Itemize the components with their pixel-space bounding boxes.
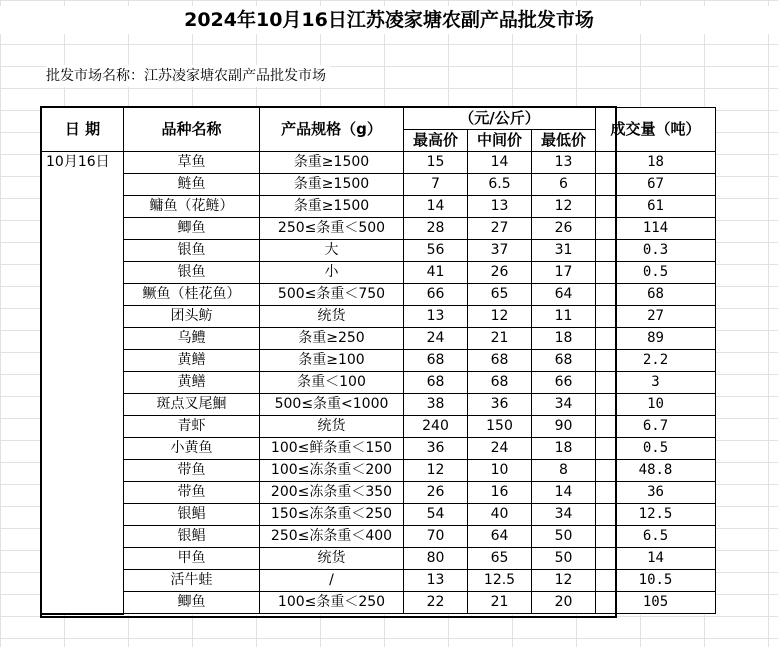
cell-low: 20	[532, 592, 596, 614]
cell-mid: 26	[468, 262, 532, 284]
market-name-label: 批发市场名称：江苏凌家塘农副产品批发市场	[46, 65, 330, 87]
cell-mid: 14	[468, 152, 532, 174]
table-row	[42, 460, 716, 482]
cell-low: 17	[532, 262, 596, 284]
cell-mid: 6.5	[468, 174, 532, 196]
cell-volume: 68	[596, 284, 716, 306]
table-row	[42, 570, 716, 592]
cell-spec: 条重≥1500	[260, 152, 404, 174]
cell-low: 50	[532, 548, 596, 570]
header-spec: 产品规格（g）	[260, 108, 404, 152]
cell-variety: 草鱼	[124, 152, 260, 174]
cell-high: 14	[404, 196, 468, 218]
cell-low: 11	[532, 306, 596, 328]
cell-date	[42, 328, 124, 350]
cell-date	[42, 438, 124, 460]
header-low-price: 最低价	[532, 130, 596, 152]
cell-low: 13	[532, 152, 596, 174]
cell-spec: 条重＜100	[260, 372, 404, 394]
cell-high: 13	[404, 306, 468, 328]
cell-variety: 乌鳢	[124, 328, 260, 350]
cell-variety: 斑点叉尾鮰	[124, 394, 260, 416]
table-row	[42, 416, 716, 438]
cell-mid: 68	[468, 372, 532, 394]
cell-low: 14	[532, 482, 596, 504]
table-row	[42, 592, 716, 614]
cell-variety: 鲫鱼	[124, 592, 260, 614]
cell-variety: 银鱼	[124, 262, 260, 284]
price-table	[41, 107, 716, 615]
cell-variety: 银鲳	[124, 504, 260, 526]
cell-date	[42, 372, 124, 394]
table-row	[42, 394, 716, 416]
cell-low: 68	[532, 350, 596, 372]
cell-date	[42, 306, 124, 328]
cell-spec: 250≤冻条重＜400	[260, 526, 404, 548]
cell-high: 13	[404, 570, 468, 592]
cell-high: 70	[404, 526, 468, 548]
cell-date	[42, 504, 124, 526]
cell-high: 28	[404, 218, 468, 240]
cell-low: 34	[532, 394, 596, 416]
cell-high: 68	[404, 372, 468, 394]
cell-variety: 银鲳	[124, 526, 260, 548]
cell-high: 240	[404, 416, 468, 438]
cell-volume: 27	[596, 306, 716, 328]
cell-spec: 250≤条重＜500	[260, 218, 404, 240]
cell-spec: 统货	[260, 548, 404, 570]
cell-mid: 68	[468, 350, 532, 372]
cell-volume: 61	[596, 196, 716, 218]
cell-high: 22	[404, 592, 468, 614]
cell-spec: 条重≥1500	[260, 196, 404, 218]
cell-variety: 团头鲂	[124, 306, 260, 328]
cell-volume: 2.2	[596, 350, 716, 372]
cell-low: 90	[532, 416, 596, 438]
cell-volume: 67	[596, 174, 716, 196]
cell-spec: 统货	[260, 306, 404, 328]
cell-volume: 6.5	[596, 526, 716, 548]
cell-high: 68	[404, 350, 468, 372]
header-date: 日 期	[42, 108, 124, 152]
cell-spec: 500≤条重<1000	[260, 394, 404, 416]
cell-variety: 黄鳝	[124, 350, 260, 372]
cell-variety: 活牛蛙	[124, 570, 260, 592]
cell-spec: 100≤条重＜250	[260, 592, 404, 614]
cell-spec: 条重≥1500	[260, 174, 404, 196]
cell-spec: 100≤冻条重＜200	[260, 460, 404, 482]
cell-spec: 条重≥250	[260, 328, 404, 350]
cell-variety: 带鱼	[124, 460, 260, 482]
cell-variety: 黄鳝	[124, 372, 260, 394]
cell-low: 6	[532, 174, 596, 196]
cell-volume: 36	[596, 482, 716, 504]
cell-date	[42, 548, 124, 570]
cell-date	[42, 482, 124, 504]
cell-volume: 14	[596, 548, 716, 570]
cell-date	[42, 196, 124, 218]
table-row	[42, 548, 716, 570]
cell-high: 15	[404, 152, 468, 174]
cell-high: 56	[404, 240, 468, 262]
cell-low: 18	[532, 328, 596, 350]
cell-variety: 鲢鱼	[124, 174, 260, 196]
page-title: 2024年10月16日江苏凌家塘农副产品批发市场	[0, 6, 778, 34]
cell-mid: 13	[468, 196, 532, 218]
cell-low: 66	[532, 372, 596, 394]
cell-date: 10月16日	[42, 152, 124, 174]
header-high-price: 最高价	[404, 130, 468, 152]
cell-spec: 500≤条重＜750	[260, 284, 404, 306]
cell-date	[42, 570, 124, 592]
table-row	[42, 438, 716, 460]
cell-volume: 10	[596, 394, 716, 416]
cell-low: 64	[532, 284, 596, 306]
cell-date	[42, 416, 124, 438]
cell-spec: /	[260, 570, 404, 592]
cell-volume: 89	[596, 328, 716, 350]
cell-low: 31	[532, 240, 596, 262]
cell-low: 26	[532, 218, 596, 240]
cell-high: 26	[404, 482, 468, 504]
table-row	[42, 262, 716, 284]
cell-low: 34	[532, 504, 596, 526]
cell-variety: 青虾	[124, 416, 260, 438]
cell-mid: 24	[468, 438, 532, 460]
cell-mid: 27	[468, 218, 532, 240]
cell-high: 66	[404, 284, 468, 306]
table-row	[42, 328, 716, 350]
cell-variety: 甲鱼	[124, 548, 260, 570]
cell-volume: 18	[596, 152, 716, 174]
cell-mid: 16	[468, 482, 532, 504]
cell-high: 80	[404, 548, 468, 570]
cell-volume: 0.5	[596, 262, 716, 284]
cell-high: 41	[404, 262, 468, 284]
cell-high: 38	[404, 394, 468, 416]
cell-spec: 200≤冻条重＜350	[260, 482, 404, 504]
cell-volume: 3	[596, 372, 716, 394]
header-mid-price: 中间价	[468, 130, 532, 152]
cell-mid: 65	[468, 284, 532, 306]
table-row	[42, 504, 716, 526]
table-row	[42, 174, 716, 196]
cell-spec: 条重≥100	[260, 350, 404, 372]
cell-low: 50	[532, 526, 596, 548]
cell-spec: 小	[260, 262, 404, 284]
header-price-unit: （元/公斤）	[404, 108, 596, 130]
cell-high: 36	[404, 438, 468, 460]
cell-volume: 12.5	[596, 504, 716, 526]
cell-spec: 统货	[260, 416, 404, 438]
cell-date	[42, 460, 124, 482]
cell-mid: 12	[468, 306, 532, 328]
cell-date	[42, 284, 124, 306]
cell-variety: 鳙鱼（花鲢）	[124, 196, 260, 218]
cell-mid: 21	[468, 592, 532, 614]
cell-mid: 36	[468, 394, 532, 416]
cell-mid: 10	[468, 460, 532, 482]
cell-high: 24	[404, 328, 468, 350]
table-row	[42, 482, 716, 504]
cell-mid: 37	[468, 240, 532, 262]
cell-high: 12	[404, 460, 468, 482]
table-row	[42, 152, 716, 174]
cell-variety: 小黄鱼	[124, 438, 260, 460]
cell-mid: 40	[468, 504, 532, 526]
table-body	[42, 152, 716, 614]
header-variety: 品种名称	[124, 108, 260, 152]
cell-volume: 0.5	[596, 438, 716, 460]
table-row	[42, 284, 716, 306]
table-row	[42, 218, 716, 240]
cell-date	[42, 526, 124, 548]
cell-variety: 鲫鱼	[124, 218, 260, 240]
cell-mid: 150	[468, 416, 532, 438]
cell-low: 12	[532, 196, 596, 218]
cell-mid: 64	[468, 526, 532, 548]
cell-variety: 带鱼	[124, 482, 260, 504]
cell-low: 12	[532, 570, 596, 592]
cell-volume: 105	[596, 592, 716, 614]
table-row	[42, 350, 716, 372]
cell-variety: 银鱼	[124, 240, 260, 262]
cell-volume: 0.3	[596, 240, 716, 262]
cell-mid: 12.5	[468, 570, 532, 592]
cell-volume: 48.8	[596, 460, 716, 482]
table-row	[42, 526, 716, 548]
cell-date	[42, 174, 124, 196]
cell-volume: 114	[596, 218, 716, 240]
cell-date	[42, 592, 124, 614]
cell-high: 54	[404, 504, 468, 526]
header-volume: 成交量（吨）	[596, 108, 716, 152]
cell-date	[42, 350, 124, 372]
table-row	[42, 372, 716, 394]
cell-variety: 鳜鱼（桂花鱼）	[124, 284, 260, 306]
cell-spec: 大	[260, 240, 404, 262]
cell-volume: 6.7	[596, 416, 716, 438]
cell-low: 8	[532, 460, 596, 482]
cell-low: 18	[532, 438, 596, 460]
cell-spec: 150≤冻条重＜250	[260, 504, 404, 526]
cell-date	[42, 240, 124, 262]
cell-mid: 21	[468, 328, 532, 350]
table-row	[42, 306, 716, 328]
table-row	[42, 196, 716, 218]
cell-date	[42, 262, 124, 284]
cell-spec: 100≤鲜条重＜150	[260, 438, 404, 460]
cell-high: 7	[404, 174, 468, 196]
cell-mid: 65	[468, 548, 532, 570]
cell-date	[42, 394, 124, 416]
cell-date	[42, 218, 124, 240]
cell-volume: 10.5	[596, 570, 716, 592]
table-row	[42, 240, 716, 262]
